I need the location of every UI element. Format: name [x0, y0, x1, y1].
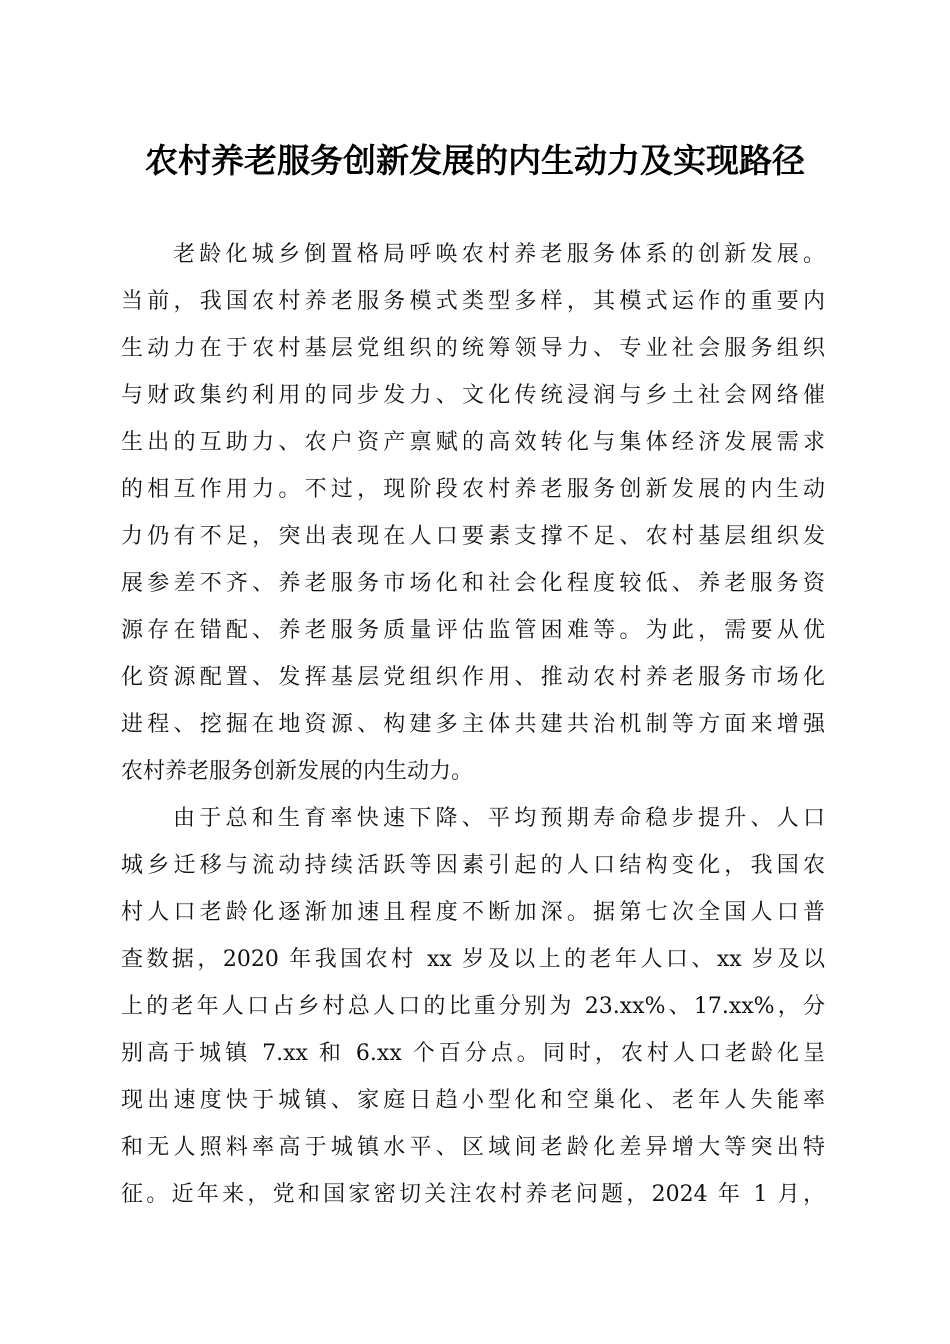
text-line: 与财政集约利用的同步发力、文化传统浸润与乡土社会网络催 — [121, 383, 825, 408]
text-line: 的相互作用力。不过，现阶段农村养老服务创新发展的内生动 — [121, 477, 825, 502]
text-line: 老龄化城乡倒置格局呼唤农村养老服务体系的创新发展。 — [173, 242, 825, 267]
text-line: 展参差不齐、养老服务市场化和社会化程度较低、养老服务资 — [121, 571, 825, 596]
text-line: 现出速度快于城镇、家庭日趋小型化和空巢化、老年人失能率 — [121, 1088, 825, 1113]
text-line: 查数据，2020 年我国农村 xx 岁及以上的老年人口、xx 岁及以 — [121, 947, 825, 972]
text-line: 村人口老龄化逐渐加速且程度不断加深。据第七次全国人口普 — [121, 900, 825, 925]
paragraph-2 — [121, 795, 825, 1218]
text-line: 城乡迁移与流动持续活跃等因素引起的人口结构变化，我国农 — [121, 853, 825, 878]
text-line: 化资源配置、发挥基层党组织作用、推动农村养老服务市场化 — [121, 665, 825, 690]
paragraph-1 — [121, 231, 825, 795]
text-line: 生动力在于农村基层党组织的统筹领导力、专业社会服务组织 — [121, 336, 825, 361]
document-title: 农村养老服务创新发展的内生动力及实现路径 — [145, 141, 805, 180]
text-line: 征。近年来，党和国家密切关注农村养老问题，2024 年 1 月， — [121, 1182, 825, 1207]
text-line: 农村养老服务创新发展的内生动力。 — [121, 759, 474, 784]
text-line: 别高于城镇 7.xx 和 6.xx 个百分点。同时，农村人口老龄化呈 — [121, 1041, 825, 1066]
text-line: 源存在错配、养老服务质量评估监管困难等。为此，需要从优 — [121, 618, 825, 643]
text-line: 力仍有不足，突出表现在人口要素支撑不足、农村基层组织发 — [121, 524, 825, 549]
text-line: 进程、挖掘在地资源、构建多主体共建共治机制等方面来增强 — [121, 712, 825, 737]
text-line: 上的老年人口占乡村总人口的比重分别为 23.xx%、17.xx%，分 — [121, 994, 825, 1019]
text-line: 生出的互助力、农户资产禀赋的高效转化与集体经济发展需求 — [121, 430, 825, 455]
text-line: 和无人照料率高于城镇水平、区域间老龄化差异增大等突出特 — [121, 1135, 825, 1160]
text-line: 当前，我国农村养老服务模式类型多样，其模式运作的重要内 — [121, 289, 825, 314]
document-body — [121, 231, 825, 1218]
text-line: 由于总和生育率快速下降、平均预期寿命稳步提升、人口 — [173, 806, 825, 831]
